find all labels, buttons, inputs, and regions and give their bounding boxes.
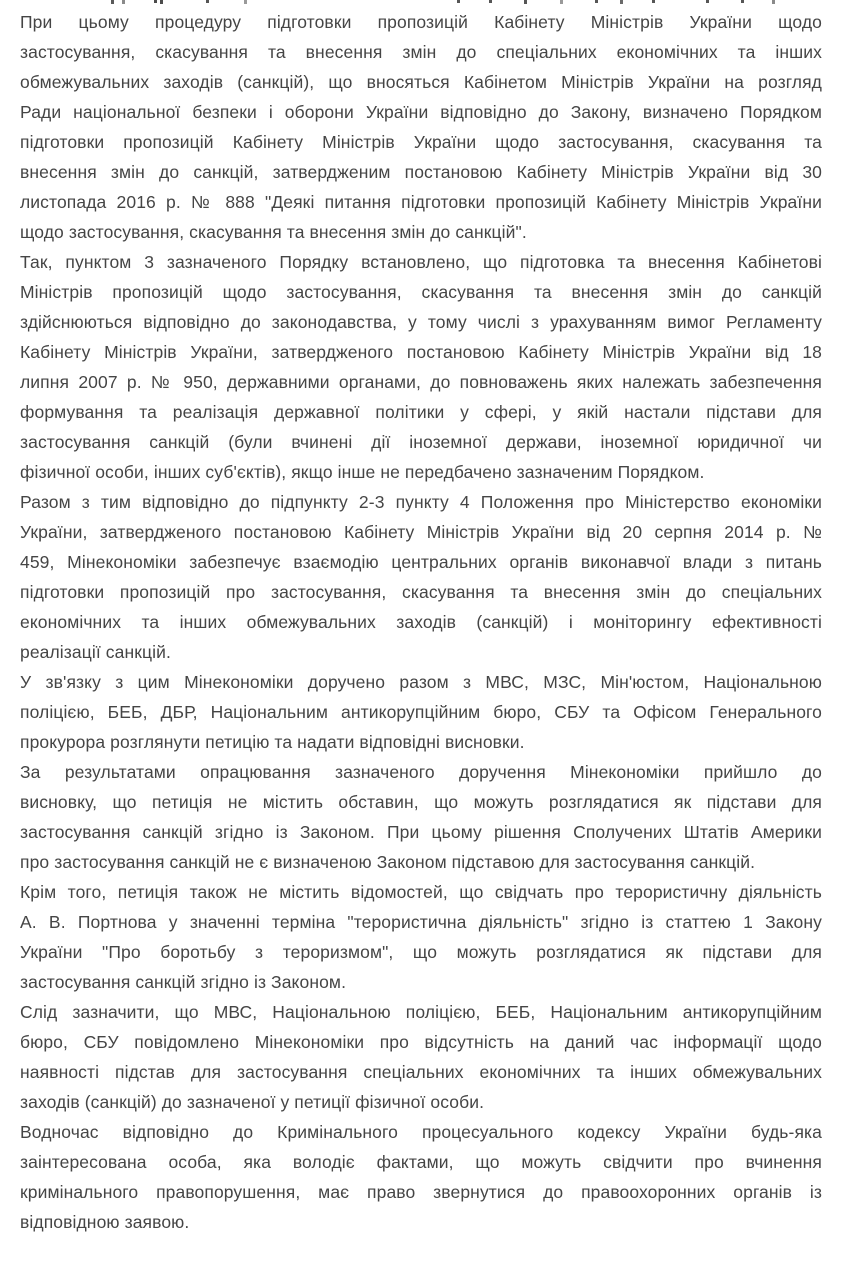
- text-line: Ради національної безпеки і оборони України відповідно до Закону, визначено Порядком: [20, 102, 822, 122]
- text-line: реалізації санкцій.: [20, 642, 171, 662]
- text-line: липня 2007 р. № 950, державними органами, до повноважень яких належать забезпечення: [20, 372, 822, 392]
- text-line: застосування санкцій (були вчинені дії іноземної держави, іноземної юридичної чи: [20, 432, 822, 452]
- text-line: України "Про боротьбу з тероризмом", що можуть розглядатися як підстави для: [20, 942, 822, 962]
- document-body: [20, 7, 822, 1237]
- text-line: підготовки пропозицій Кабінету Міністрів України щодо застосування, скасування та: [20, 132, 822, 152]
- text-line: відповідною заявою.: [20, 1212, 190, 1232]
- paragraph: [20, 757, 822, 877]
- text-line: застосування, скасування та внесення змін до спеціальних економічних та інших: [20, 42, 822, 62]
- text-line: Міністрів пропозицій щодо застосування, скасування та внесення змін до санкцій: [20, 282, 822, 302]
- text-line: Разом з тим відповідно до підпункту 2-3 пункту 4 Положення про Міністерство економіки: [20, 492, 822, 512]
- text-line: застосування санкцій згідно із Законом.: [20, 972, 347, 992]
- text-line: прокурора розглянути петицію та надати відповідні висновки.: [20, 732, 525, 752]
- previous-line-descenders: [0, 0, 3, 3]
- text-line: А. В. Портнова у значенні терміна "терористична діяльність" згідно із статтею 1 Закону: [20, 912, 822, 932]
- text-line: Кабінету Міністрів України, затвердженого постановою Кабінету Міністрів України від 18: [20, 342, 822, 362]
- paragraph: [20, 667, 822, 757]
- text-line: фізичної особи, інших суб'єктів), якщо інше не передбачено зазначеним Порядком.: [20, 462, 705, 482]
- text-line: формування та реалізація державної політики у сфері, у якій настали підстави для: [20, 402, 822, 422]
- text-line: України, затвердженого постановою Кабінету Міністрів України від 20 серпня 2014 р. №: [20, 522, 822, 542]
- text-line: 459, Мінекономіки забезпечує взаємодію центральних органів виконавчої влади з питань: [20, 552, 822, 572]
- text-line: підготовки пропозицій про застосування, скасування та внесення змін до спеціальних: [20, 582, 822, 602]
- text-line: Слід зазначити, що МВС, Національною поліцією, БЕБ, Національним антикорупційним: [20, 1002, 822, 1022]
- paragraph: [20, 487, 822, 667]
- text-line: наявності підстав для застосування спеціальних економічних та інших обмежувальних: [20, 1062, 822, 1082]
- text-line: кримінального правопорушення, має право звернутися до правоохоронних органів із: [20, 1182, 822, 1202]
- paragraph: [20, 877, 822, 997]
- paragraph: [20, 247, 822, 487]
- text-line: Водночас відповідно до Кримінального процесуального кодексу України будь-яка: [20, 1122, 822, 1142]
- text-line: поліцією, БЕБ, ДБР, Національним антикорупційним бюро, СБУ та Офісом Генерального: [20, 702, 822, 722]
- text-line: заінтересована особа, яка володіє фактами, що можуть свідчити про вчинення: [20, 1152, 822, 1172]
- text-line: економічних та інших обмежувальних заходів (санкцій) і моніторингу ефективності: [20, 612, 822, 632]
- text-line: щодо застосування, скасування та внесення змін до санкцій".: [20, 222, 527, 242]
- text-line: обмежувальних заходів (санкцій), що вносяться Кабінетом Міністрів України на розгляд: [20, 72, 822, 92]
- text-line: При цьому процедуру підготовки пропозицій Кабінету Міністрів України щодо: [20, 12, 822, 32]
- paragraph: [20, 1117, 822, 1237]
- paragraph: [20, 7, 822, 247]
- text-line: здійснюються відповідно до законодавства, у тому числі з урахуванням вимог Регламенту: [20, 312, 822, 332]
- text-line: застосування санкцій згідно із Законом. При цьому рішення Сполучених Штатів Америки: [20, 822, 822, 842]
- text-line: Крім того, петиція також не містить відомостей, що свідчать про терористичну діяльність: [20, 882, 822, 902]
- text-line: листопада 2016 р. № 888 "Деякі питання підготовки пропозицій Кабінету Міністрів України: [20, 192, 822, 212]
- text-line: про застосування санкцій не є визначеною Законом підставою для застосування санкцій.: [20, 852, 756, 872]
- text-line: Так, пунктом 3 зазначеного Порядку встановлено, що підготовка та внесення Кабінетові: [20, 252, 822, 272]
- text-line: висновку, що петиція не містить обставин, що можуть розглядатися як підстави для: [20, 792, 822, 812]
- paragraph: [20, 997, 822, 1117]
- text-line: заходів (санкцій) до зазначеної у петиції фізичної особи.: [20, 1092, 485, 1112]
- text-line: У зв'язку з цим Мінекономіки доручено разом з МВС, МЗС, Мін'юстом, Національною: [20, 672, 822, 692]
- text-line: бюро, СБУ повідомлено Мінекономіки про відсутність на даний час інформації щодо: [20, 1032, 822, 1052]
- text-line: За результатами опрацювання зазначеного доручення Мінекономіки прийшло до: [20, 762, 822, 782]
- text-line: внесення змін до санкцій, затвердженим постановою Кабінету Міністрів України від 30: [20, 162, 822, 182]
